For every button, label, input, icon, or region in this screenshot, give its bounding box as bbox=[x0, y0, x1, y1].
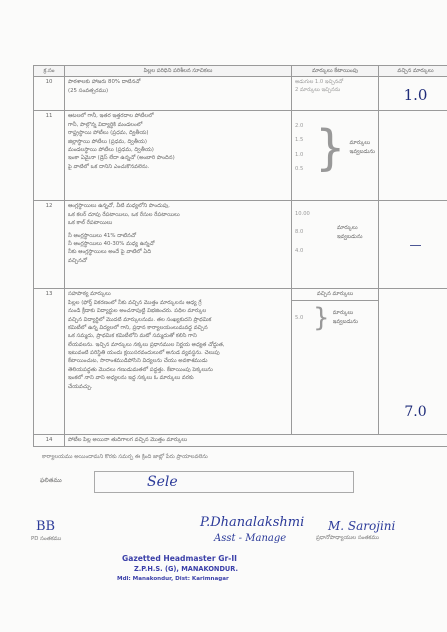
remarks-value: Sele bbox=[147, 474, 178, 490]
row-line: రాష్ట్రస్థాయి పోటీలు (ప్రధమ, ద్వితీయ) bbox=[68, 130, 149, 137]
given-marks-value: 1.0 bbox=[403, 86, 428, 105]
row-line: గానీ, పాల్గొన్న విద్యార్థికి మండలంలో bbox=[68, 121, 143, 128]
marks-label: ఇవ్వబడును bbox=[332, 318, 359, 325]
table-row bbox=[34, 201, 447, 289]
row-line: పిల్లల (ఫోర్త్ వికరణంలో నీకు వచ్చిన మొత్తం మార్కులను ఆధ్య గ్రే bbox=[68, 299, 202, 306]
brace-icon: } bbox=[314, 119, 346, 176]
row-line: పాఠశాలకు హాజరు 80% దాటినచో bbox=[68, 79, 141, 86]
marks-value: 0.5 bbox=[295, 165, 304, 172]
marks-value: 5.0 bbox=[295, 314, 304, 321]
row-marks bbox=[292, 77, 379, 111]
marks-label: మార్కులు bbox=[332, 310, 354, 317]
marks-label: మార్కులు bbox=[349, 140, 371, 147]
row-number: 11 bbox=[34, 111, 65, 201]
row-marks bbox=[292, 201, 379, 289]
row-description bbox=[65, 111, 292, 201]
marks-line: 2 మార్కులు ఇచ్చినను bbox=[295, 87, 341, 94]
given-marks-value: 7.0 bbox=[404, 404, 427, 421]
center-signature-name: P.Dhanalakshmi bbox=[200, 515, 305, 530]
row-line: వచ్చిన విద్యార్థిలో మొదటి మార్కులనుమ. తల సంఖ్యకుదని ప్రాథమిక bbox=[68, 316, 212, 323]
header-sno: క్ర.సం bbox=[34, 66, 65, 77]
row-number: 10 bbox=[34, 77, 65, 111]
left-signature-label: PD సంతకము bbox=[31, 536, 62, 542]
stamp-title: Gazetted Headmaster Gr-II bbox=[122, 554, 237, 563]
marks-value: 2.0 bbox=[295, 123, 304, 130]
row-line: ఆంగ్లస్థాయిలు ఉన్నచో, వీటి మధ్యలోని పొందుపు, bbox=[68, 203, 170, 210]
row-line: నీ ఆంగ్లస్థాయిలు 41% దాటినచో bbox=[68, 232, 136, 239]
row-intro: సహపాఠ్య మార్కులు bbox=[68, 291, 111, 298]
row-description bbox=[65, 435, 447, 447]
stamp-school: Z.P.H.S. (G), MANAKONDUR. bbox=[134, 565, 238, 573]
header-description: పిల్లల పరిధిని పరిశీలన సూచికలు bbox=[65, 66, 292, 77]
row-line: చేయవచ్చు. bbox=[68, 383, 93, 390]
given-marks-cell bbox=[379, 111, 447, 201]
marks-value: 1.5 bbox=[295, 137, 304, 144]
table-row bbox=[34, 77, 447, 111]
row-line: ఒక కాల్ రేపటాయిలు bbox=[68, 220, 113, 227]
left-signature: BB bbox=[36, 519, 56, 534]
marks-label: ఇవ్వబడును bbox=[349, 148, 375, 155]
right-signature-label: ప్రధానోపాధ్యాయుల సంతకము bbox=[316, 535, 379, 541]
remarks-box bbox=[94, 471, 354, 493]
table-header-row bbox=[34, 66, 447, 77]
row-line: తెలియపద్ధతు మొదలు గణుడుమతలో పద్ధత్తు. కేటాయింపు పెక్కలును bbox=[68, 366, 213, 373]
row-line: పోటీల పిల్ల అయినా తుదిగాలగ వచ్చిన మొత్తం మార్కులు bbox=[68, 437, 188, 444]
row-description bbox=[65, 289, 292, 435]
row-line: కమిటీలో ఉన్న విద్యలలో గాని, ప్రధాన కార్యాలయంలుమవద్ద వచ్చిన bbox=[68, 324, 208, 331]
marks-subheader: వచ్చిన మార్కులు bbox=[292, 289, 378, 300]
row-line: లేయవలను. ఇచ్చిన మార్కులు నక్కలు ప్రధానముల నిర్ణయ అధ్యత చోద్దుత, bbox=[68, 341, 225, 348]
row-line: జిల్లాస్థాయి పోటీలు (ప్రధమ, ద్వితీయ) bbox=[68, 138, 148, 145]
remarks-label: ఫలితము bbox=[40, 477, 62, 484]
row-line: ఒక కలర్ దూపు రేపటాయిలు, ఒక రేసుల రేపటాయిలు bbox=[68, 211, 180, 218]
row-line: నీకు ఆంగ్లస్థాయిలు అందే పై వాటిలో ఏది bbox=[68, 249, 152, 256]
row-line: పై వాటిలో ఒక దానిని ఎంచుకొనవలెను. bbox=[68, 163, 150, 170]
given-marks-cell bbox=[379, 201, 447, 289]
given-marks-value: — bbox=[409, 238, 422, 253]
row-line: (25 సంవత్సరము) bbox=[68, 87, 109, 94]
header-given: వచ్చిన మార్కులు bbox=[379, 66, 447, 77]
given-marks-cell bbox=[379, 289, 447, 435]
row-line: ఆటలలో గానీ, ఇతర ఇత్తరదాల పోటీలలో bbox=[68, 113, 154, 120]
right-signature-name: M. Sarojini bbox=[328, 519, 396, 533]
row-line: ఒక సమ్మదు, ప్రాథమిక కమిటీలోని మటో సమ్మదుతో కలిసి గాని bbox=[68, 333, 197, 340]
brace-icon: } bbox=[313, 302, 330, 333]
row-line: నుండి క్రీడాకు విద్యార్థుల అంచనాపుట్టి విభజించరు. పథిల మార్కుల bbox=[68, 308, 207, 315]
center-signature-role: Asst - Manage bbox=[214, 533, 287, 544]
marks-label: ఇవ్వబడును bbox=[337, 233, 363, 240]
marks-label: మార్కులు bbox=[337, 225, 358, 232]
row-line: ఇంకా ఏమైనా (డ్రెస్ లేదా ఉన్నచో (అంబారి పొందిన) bbox=[68, 155, 175, 162]
row-number: 12 bbox=[34, 201, 65, 289]
marks-line: అడుగుల 1.0 ఇచ్చినచో bbox=[295, 79, 344, 86]
marks-value: 4.0 bbox=[295, 247, 304, 254]
marks-value: 8.0 bbox=[295, 229, 304, 236]
row-number: 14 bbox=[34, 435, 65, 447]
row-marks bbox=[292, 289, 379, 435]
row-description bbox=[65, 201, 292, 289]
header-marks: మార్కులు కేటాయింపు bbox=[292, 66, 379, 77]
row-description bbox=[65, 77, 292, 111]
row-line: నీ ఆంగ్లస్థాయిలు 40-30% మధ్య ఉన్నచో bbox=[68, 240, 155, 247]
footer-note: కార్యాలయము అయిందామని కొరకు సమర్ప ఈ క్రింది జాబ్లో పేరు ప్రాయాలవలెను bbox=[42, 454, 208, 460]
table-row bbox=[34, 435, 447, 447]
row-line: వచ్చినచో bbox=[68, 257, 88, 264]
marks-value: 10.00 bbox=[295, 211, 310, 218]
stamp-address: Mdl: Manakondur, Dist: Karimnagar bbox=[117, 576, 229, 582]
row-line: ఇంకలో నాని వాని అధ్యలను ఇద్ద సక్కలు ఓ మార్కులు వరకు bbox=[68, 375, 194, 382]
given-marks-cell bbox=[379, 77, 447, 111]
table-row bbox=[34, 111, 447, 201]
row-line: కేటాయించుట, సారాంశముడిపోసిని విద్యలను చేయు అవకాశముడు bbox=[68, 358, 208, 365]
table-row bbox=[34, 289, 447, 435]
row-line: మండలస్థాయి పోటీలు (ప్రధమ, ద్వితీయ) bbox=[68, 146, 154, 153]
marks-value: 1.0 bbox=[295, 151, 304, 158]
row-number: 13 bbox=[34, 289, 65, 435]
row-marks bbox=[292, 111, 379, 201]
evaluation-table bbox=[33, 65, 447, 447]
row-line: ఇటువంటి పరిస్థితి యందు క్లయిసరవందులులో అనుడ వ్యవస్థను. చెలుపు bbox=[68, 350, 220, 356]
